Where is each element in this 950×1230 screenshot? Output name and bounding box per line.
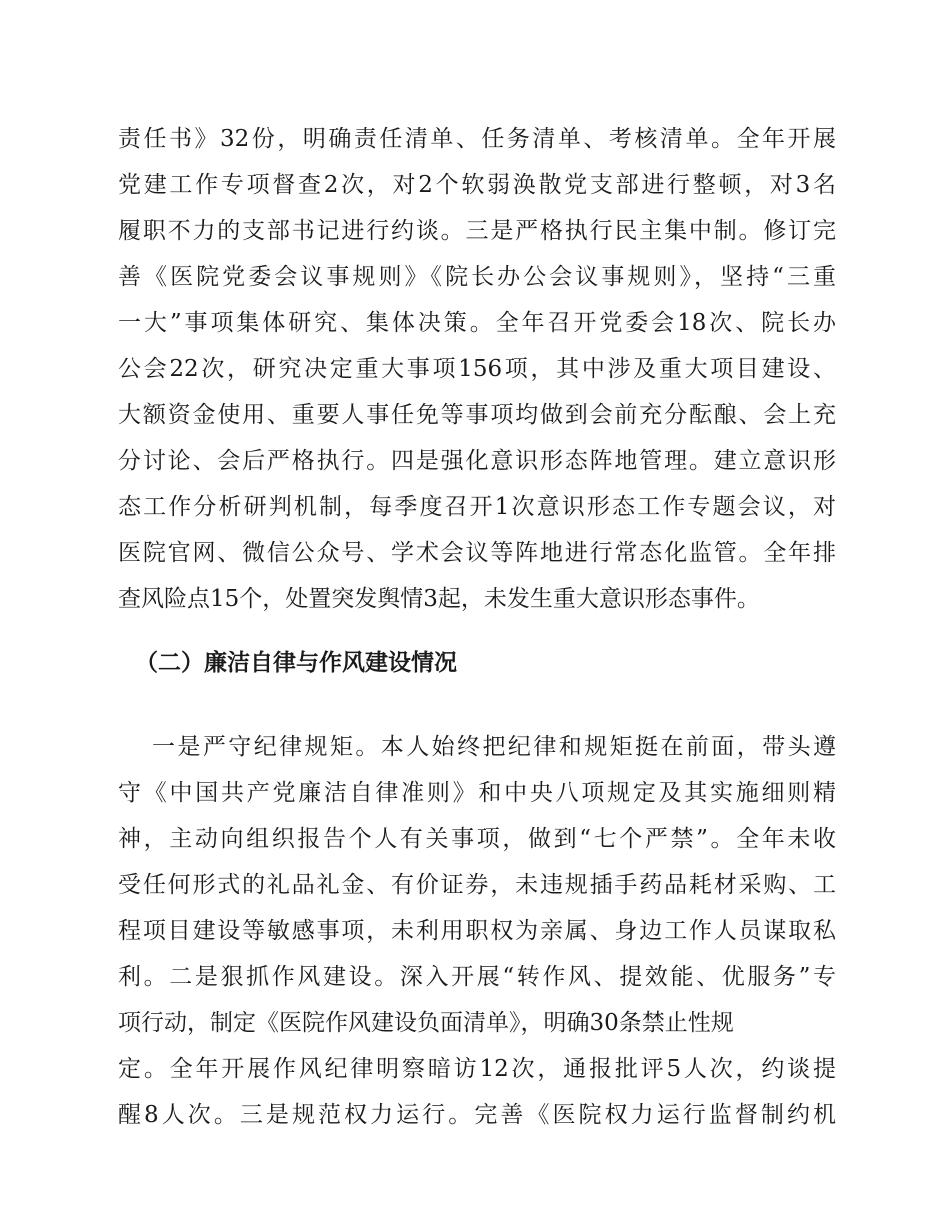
paragraph-line: 醒8人次。三是规范权力运行。完善《医院权力运行监督制约机 <box>118 1102 836 1128</box>
paragraph-line: 受任何形式的礼品礼金、有价证券，未违规插手药品耗材采购、工 <box>118 872 836 898</box>
paragraph-line: 医院官网、微信公众号、学术会议等阵地进行常态化监管。全年排 <box>118 540 836 566</box>
paragraph-line: 定。全年开展作风纪律明察暗访12次，通报批评5人次，约谈提 <box>118 1056 836 1082</box>
paragraph-line: 善《医院党委会议事规则》《院长办公会议事规则》，坚持“三重 <box>118 264 836 290</box>
paragraph-line: 公会22次，研究决定重大事项156项，其中涉及重大项目建设、 <box>118 356 836 382</box>
paragraph-line: 一大”事项集体研究、集体决策。全年召开党委会18次、院长办 <box>118 310 836 336</box>
paragraph-line: 大额资金使用、重要人事任免等事项均做到会前充分酝酿、会上充 <box>118 402 836 428</box>
paragraph-line: 神，主动向组织报告个人有关事项，做到“七个严禁”。全年未收 <box>118 826 836 852</box>
paragraph-line: 一是严守纪律规矩。本人始终把纪律和规矩挺在前面，带头遵 <box>152 734 836 760</box>
paragraph-line: 程项目建设等敏感事项，未利用职权为亲属、身边工作人员谋取私 <box>118 918 836 944</box>
paragraph-line: 守《中国共产党廉洁自律准则》和中央八项规定及其实施细则精 <box>118 780 836 806</box>
paragraph-line: 查风险点15个，处置突发舆情3起，未发生重大意识形态事件。 <box>118 586 760 612</box>
paragraph-line: 分讨论、会后严格执行。四是强化意识形态阵地管理。建立意识形 <box>118 448 836 474</box>
paragraph-line: 履职不力的支部书记进行约谈。三是严格执行民主集中制。修订完 <box>118 218 836 244</box>
paragraph-line: 项行动，制定《医院作风建设负面清单》，明确30条禁止性规 <box>118 1010 734 1036</box>
section-heading: （二）廉洁自律与作风建设情况 <box>135 649 457 676</box>
paragraph-line: 态工作分析研判机制，每季度召开1次意识形态工作专题会议，对 <box>118 494 836 520</box>
paragraph-line: 党建工作专项督查2次，对2个软弱涣散党支部进行整顿，对3名 <box>118 172 836 198</box>
paragraph-line: 责任书》32份，明确责任清单、任务清单、考核清单。全年开展 <box>118 126 836 152</box>
paragraph-line: 利。二是狠抓作风建设。深入开展“转作风、提效能、优服务”专 <box>118 964 836 990</box>
